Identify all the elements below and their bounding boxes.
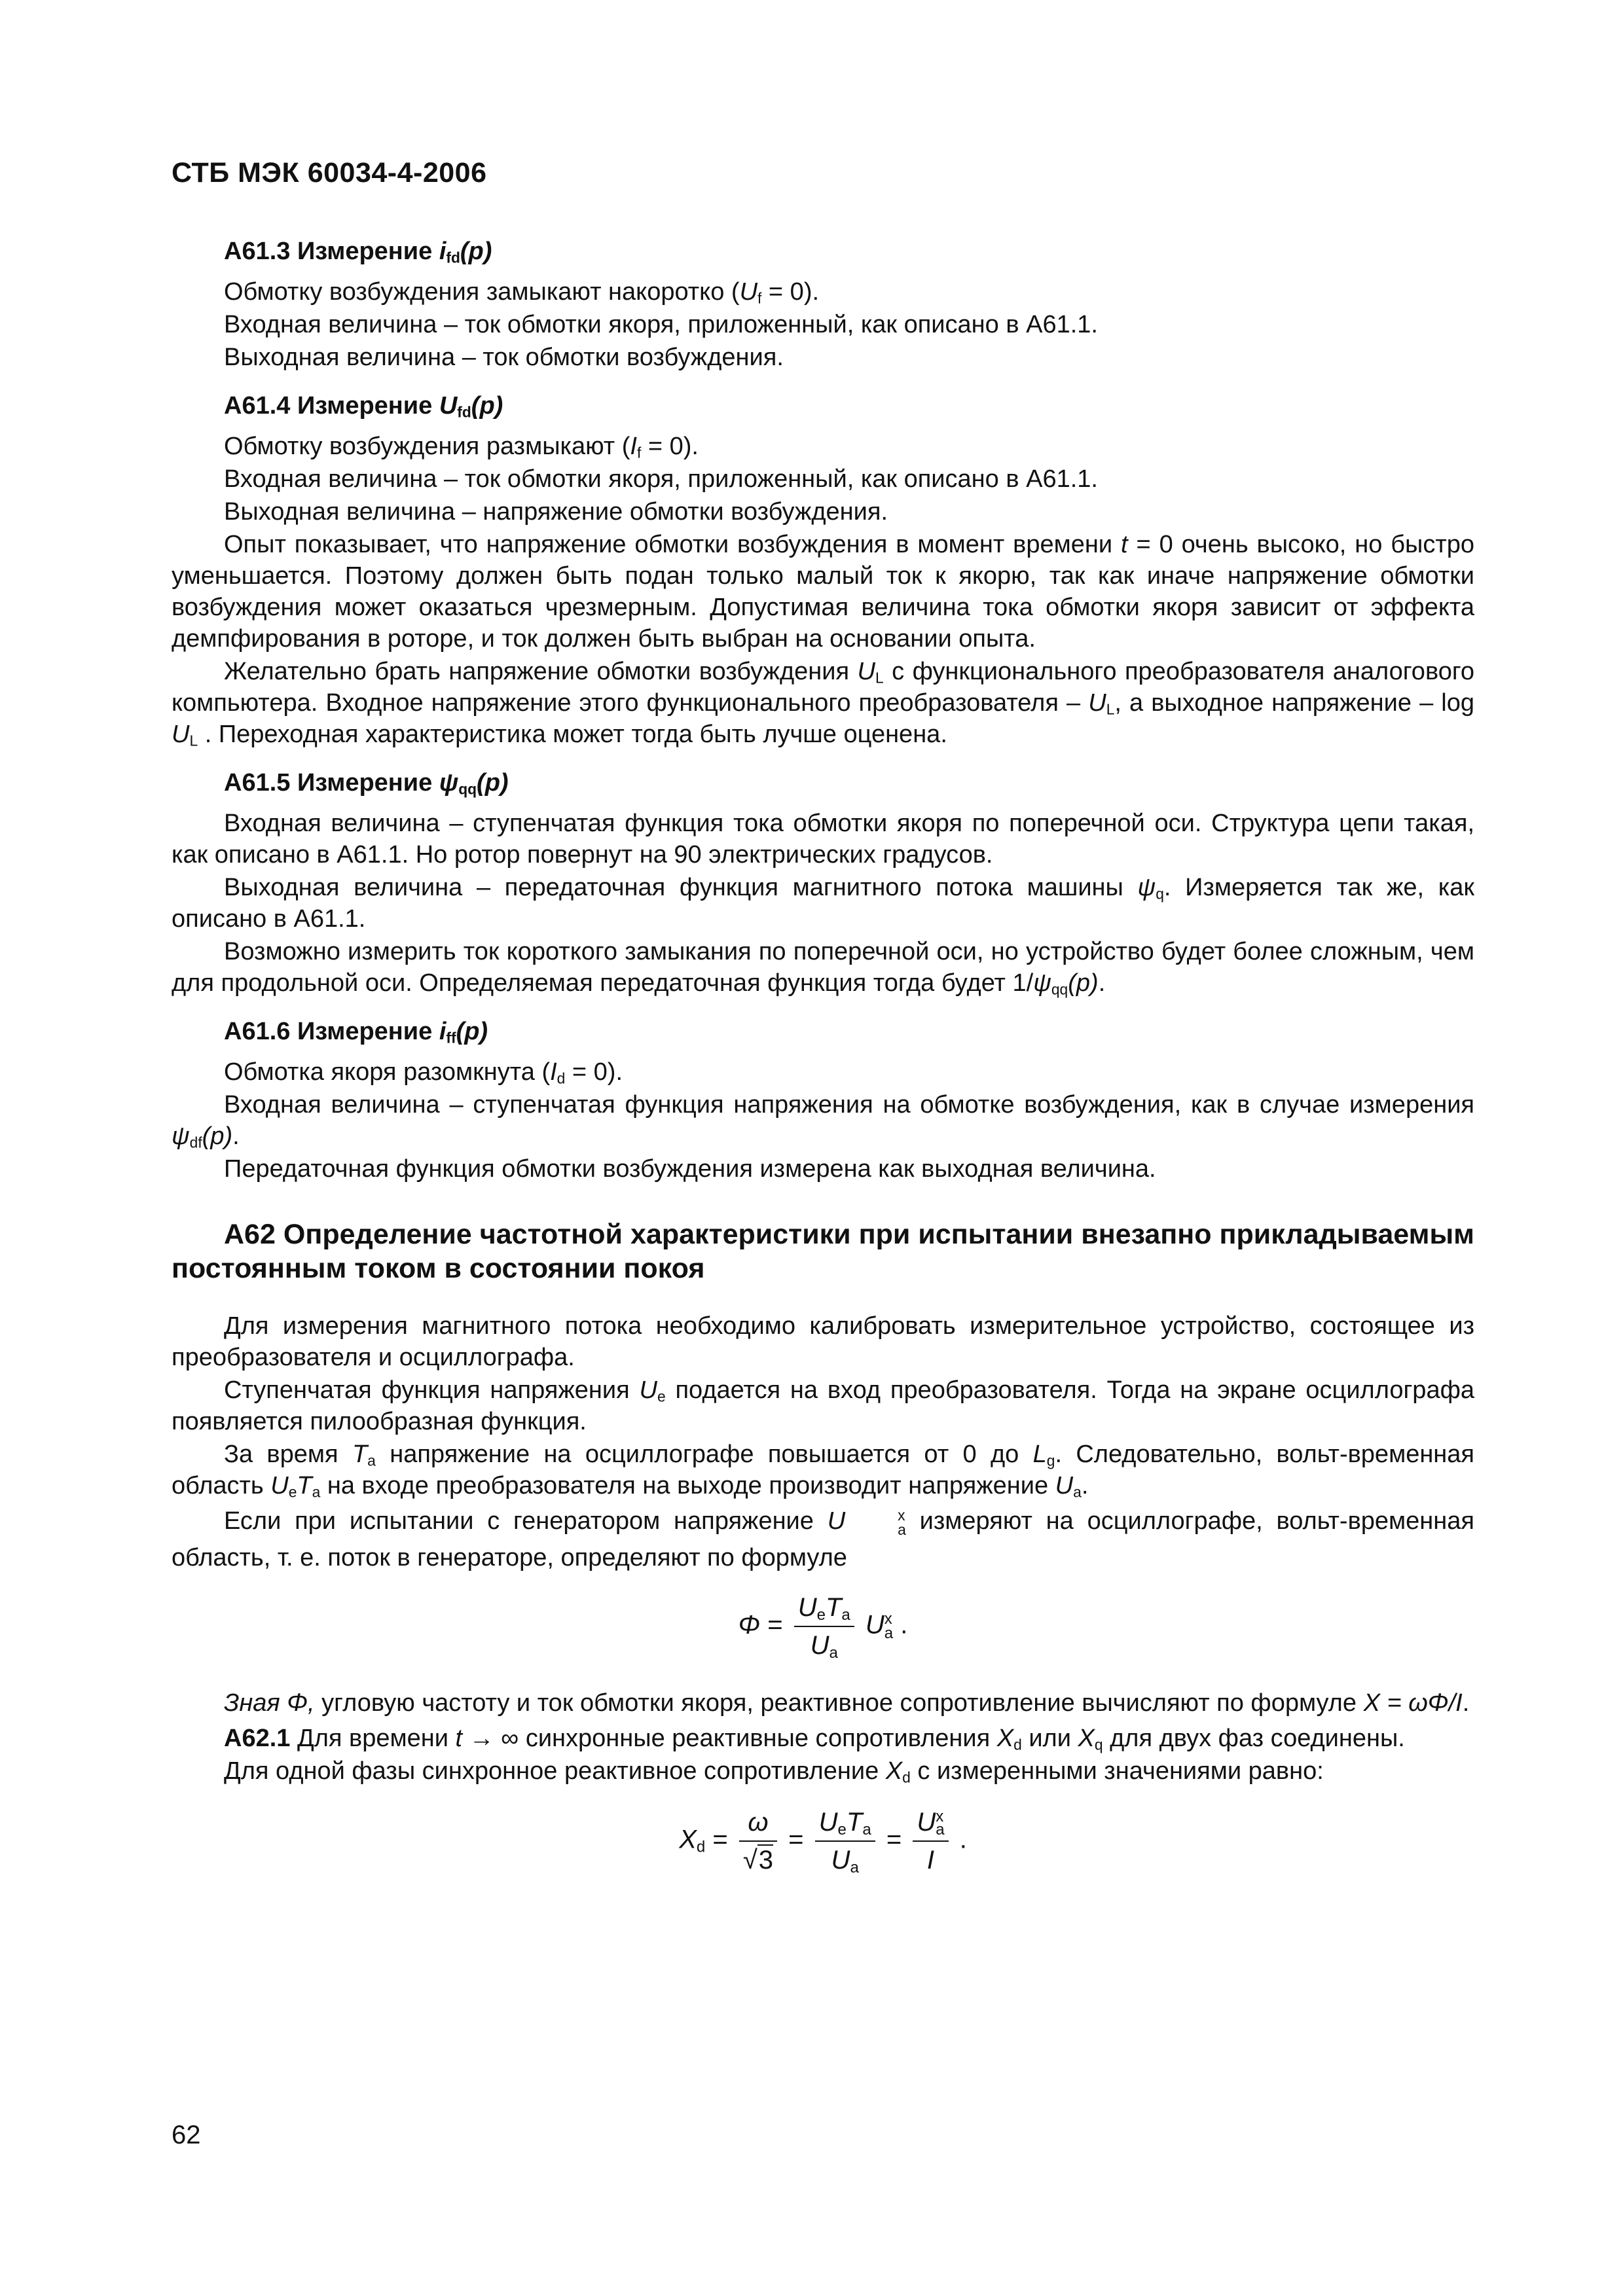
- paragraph: Выходная величина – ток обмотки возбуждения.: [224, 344, 784, 371]
- paragraph: Желательно брать напряжение обмотки возбуждения $U_L$ с функционального преобразователя аналогового компьютера. Входное напряжение этого функционального преобразователя – $U_L$, а выходное напряжение – $\log U_L$ . Переходная характеристика может тогда быть лучше оценена.: [172, 658, 1474, 749]
- section-a62-title: А62 Определение частотной характеристики при испытании внезапно прикладываемым постоянным током в состоянии покоя: [172, 1219, 1474, 1284]
- paragraph: Передаточная функция обмотки возбуждения измерена как выходная величина.: [224, 1155, 1156, 1183]
- paragraph: Выходная величина – напряжение обмотки возбуждения.: [224, 498, 888, 526]
- section-a61-3-title: А61.3 Измерение $i_{fd}(p)$: [224, 238, 492, 266]
- paragraph: Входная величина – ток обмотки якоря, приложенный, как описано в А61.1.: [224, 465, 1098, 493]
- paragraph: Входная величина – ступенчатая функция тока обмотки якоря по поперечной оси. Структура цепи такая, как описано в А61.1. Но ротор повернут на 90 электрических градусов.: [172, 810, 1474, 869]
- paragraph: Входная величина – ступенчатая функция напряжения на обмотке возбуждения, как в случае измерения $\psi_{df}(p)$.: [172, 1091, 1474, 1151]
- formula-flux: Φ = $\frac{U_eT_a}{U_a}$ U x a .: [738, 1593, 908, 1662]
- paragraph: За время $T_a$ напряжение на осциллографе повышается от 0 до $L_g$. Следовательно, вольт-временная область $U_eT_a$ на входе преобразователя на выходе производит напряжение $U_a$.: [172, 1441, 1475, 1501]
- paragraph: Для одной фазы синхронное реактивное сопротивление $X_d$ с измеренными значениями равно:: [224, 1757, 1324, 1786]
- section-a61-4-title: А61.4 Измерение $U_{fd}(p)$: [224, 392, 503, 421]
- paragraph: Входная величина – ток обмотки якоря, приложенный, как описано в А61.1.: [224, 311, 1098, 338]
- paragraph: Обмотка якоря разомкнута $(I_d = 0)$.: [224, 1058, 623, 1087]
- page-content: [172, 236, 1474, 1902]
- formula-fraction: $\frac{\omega}{√3}$: [739, 1806, 777, 1876]
- section-a61-3: [172, 236, 1474, 373]
- formula-fraction: $\frac{U_eT_a}{U_a}$: [815, 1806, 875, 1876]
- paragraph: Для измерения магнитного потока необходимо калибровать измерительное устройство, состоящее из преобразователя и осциллографа.: [172, 1312, 1474, 1371]
- document-code-header: СТБ МЭК 60034-4-2006: [172, 157, 487, 188]
- section-a61-5: [172, 767, 1474, 999]
- formula-reactance: $X_d$ = $\frac{\omega}{√3}$ = $\frac{U_eT_a}{U_a}$ = U x a I .: [679, 1808, 967, 1876]
- section-a61-4: [172, 390, 1474, 750]
- formula-fraction: $\frac{U_eT_a}{U_a}$: [794, 1592, 854, 1661]
- section-a61-5-title: А61.5 Измерение $\psi_{qq}(p)$: [224, 769, 509, 798]
- section-a61-6-title: А61.6 Измерение $i_{ff}(p)$: [224, 1018, 488, 1047]
- paragraph: Опыт показывает, что напряжение обмотки возбуждения в момент времени t = 0 очень высоко, но быстро уменьшается. Поэтому должен быть подан только малый ток к якорю, так как иначе напряжение обмотки возбуждения может оказаться чрезмерным. Допустимая величина тока обмотки якоря зависит от эффекта демпфирования в роторе, и ток должен быть выбран на основании опыта.: [172, 531, 1475, 653]
- section-a61-6: [172, 1016, 1474, 1185]
- paragraph: Обмотку возбуждения размыкают $(I_f = 0)$.: [224, 433, 699, 461]
- section-a62-1: [172, 1723, 1474, 1876]
- paragraph: А62.1 Для времени t → ∞ синхронные реактивные сопротивления $X_d$ или $X_q$ для двух фаз соединены.: [224, 1725, 1405, 1753]
- paragraph: Возможно измерить ток короткого замыкания по поперечной оси, но устройство будет более сложным, чем для продольной оси. Определяемая передаточная функция тогда будет $1/\psi_{qq}(p)$.: [172, 938, 1474, 998]
- paragraph: Выходная величина – передаточная функция магнитного потока машины $\psi_q$. Измеряется так же, как описано в А61.1.: [172, 874, 1475, 933]
- page-number: 62: [172, 2121, 201, 2149]
- paragraph: Ступенчатая функция напряжения $U_e$ подается на вход преобразователя. Тогда на экране осциллографа появляется пилообразная функция.: [172, 1376, 1474, 1435]
- paragraph: Обмотку возбуждения замыкают накоротко $(U_f = 0)$.: [224, 278, 820, 307]
- paragraph: Если при испытании с генератором напряжение U x a измеряют на осциллографе, вольт-временная область, т. е. поток в генераторе, определяют по формуле: [172, 1506, 1474, 1571]
- section-a62: [172, 1310, 1474, 1719]
- paragraph: Зная Φ, угловую частоту и ток обмотки якоря, реактивное сопротивление вычисляют по формуле X = ωΦ/I.: [224, 1689, 1470, 1717]
- formula-fraction: U x a I: [913, 1806, 948, 1876]
